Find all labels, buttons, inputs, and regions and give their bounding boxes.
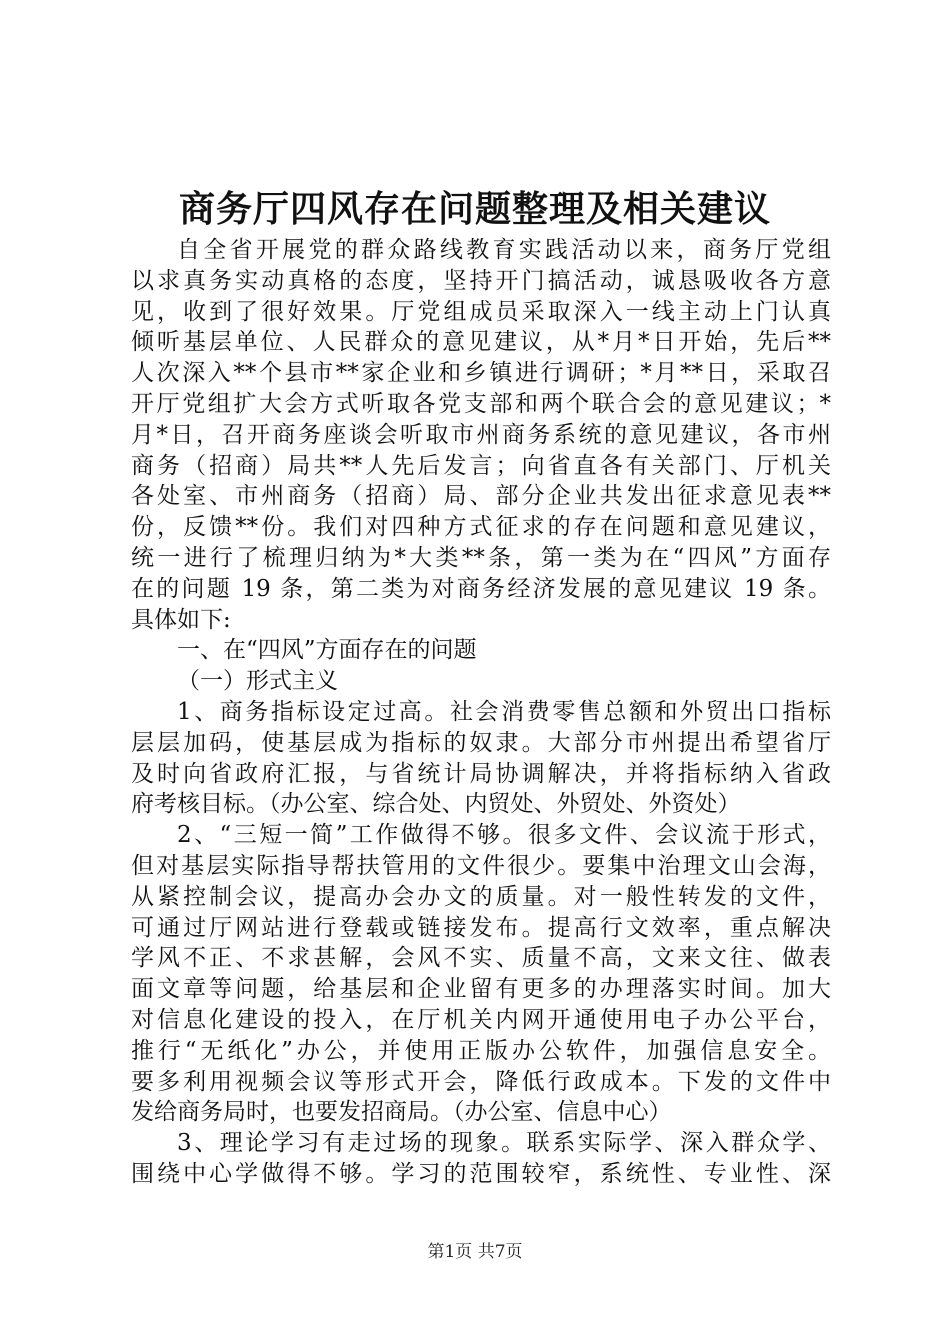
text-line: 各处室、市州商务（招商）局、部分企业共发出征求意见表** bbox=[131, 483, 831, 510]
text-line: 商务（招商）局共**人先后发言；向省直各有关部门、厅机关 bbox=[131, 452, 831, 479]
text-line: 府考核目标。（办公室、综合处、内贸处、外贸处、外资处） bbox=[131, 791, 741, 818]
text-line: 统一进行了梳理归纳为*大类**条，第一类为在“四风”方面存 bbox=[131, 544, 831, 571]
text-line: 推行“无纸化”办公，并使用正版办公软件，加强信息安全。 bbox=[131, 1037, 831, 1064]
text-line: 在的问题 19 条，第二类为对商务经济发展的意见建议 19 条。 bbox=[131, 575, 831, 602]
page-footer: 第1页 共7页 bbox=[427, 1242, 523, 1262]
text-line: 对信息化建设的投入，在厅机关内网开通使用电子办公平台， bbox=[131, 1006, 831, 1033]
text-line: 可通过厅网站进行登载或链接发布。提高行文效率，重点解决 bbox=[131, 914, 831, 941]
text-line: 但对基层实际指导帮扶管用的文件很少。要集中治理文山会海， bbox=[131, 852, 831, 879]
section-heading: 一、在“四风”方面存在的问题 bbox=[177, 637, 477, 664]
text-line: 层层加码，使基层成为指标的奴隶。大部分市州提出希望省厅 bbox=[131, 729, 831, 756]
text-line: 3、理论学习有走过场的现象。联系实际学、深入群众学、 bbox=[177, 1130, 831, 1157]
text-line: 2、“三短一简”工作做得不够。很多文件、会议流于形式， bbox=[177, 822, 831, 849]
text-line: 自全省开展党的群众路线教育实践活动以来，商务厅党组 bbox=[177, 237, 831, 263]
text-line: 人次深入**个县市**家企业和乡镇进行调研；*月**日，采取召 bbox=[131, 360, 831, 387]
text-line: 及时向省政府汇报，与省统计局协调解决，并将指标纳入省政 bbox=[131, 760, 831, 787]
text-line: 围绕中心学做得不够。学习的范围较窄，系统性、专业性、深 bbox=[131, 1160, 831, 1187]
text-line: 1、商务指标设定过高。社会消费零售总额和外贸出口指标 bbox=[177, 698, 831, 725]
text-line: 倾听基层单位、人民群众的意见建议，从*月*日开始，先后** bbox=[131, 329, 831, 356]
text-line: 要多利用视频会议等形式开会，降低行政成本。下发的文件中 bbox=[131, 1068, 831, 1095]
subsection-heading: （一）形式主义 bbox=[177, 668, 338, 695]
text-line: 具体如下: bbox=[131, 606, 231, 633]
text-line: 发给商务局时，也要发招商局。（办公室、信息中心） bbox=[131, 1099, 672, 1126]
text-line: 开厅党组扩大会方式听取各党支部和两个联合会的意见建议；* bbox=[131, 390, 831, 417]
text-line: 见，收到了很好效果。厅党组成员采取深入一线主动上门认真 bbox=[131, 298, 831, 325]
text-line: 面文章等问题，给基层和企业留有更多的办理落实时间。加大 bbox=[131, 976, 831, 1003]
document-body bbox=[131, 235, 831, 1190]
text-line: 从紧控制会议，提高办会办文的质量。对一般性转发的文件， bbox=[131, 883, 831, 910]
text-line: 以求真务实动真格的态度，坚持开门搞活动，诚恳吸收各方意 bbox=[131, 267, 831, 294]
document-title: 商务厅四风存在问题整理及相关建议 bbox=[178, 188, 771, 230]
text-line: 份，反馈**份。我们对四种方式征求的存在问题和意见建议， bbox=[131, 514, 831, 541]
text-line: 学风不正、不求甚解，会风不实、质量不高，文来文往、做表 bbox=[131, 945, 831, 972]
text-line: 月*日，召开商务座谈会听取市州商务系统的意见建议，各市州 bbox=[131, 421, 831, 448]
